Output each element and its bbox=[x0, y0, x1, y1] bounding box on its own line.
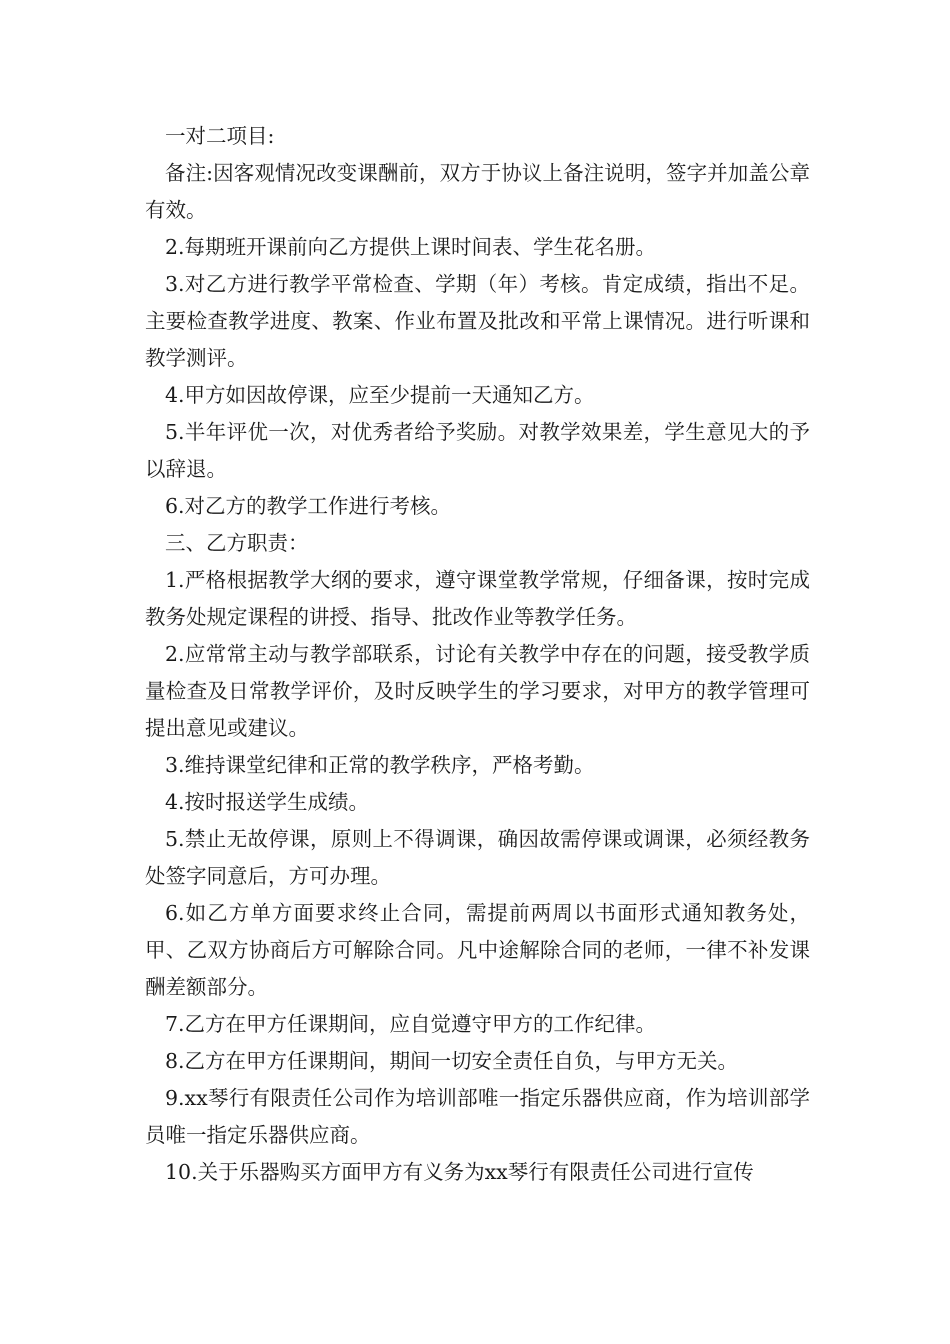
party-a-item-4: 4.甲方如因故停课，应至少提前一天通知乙方。 bbox=[165, 383, 595, 407]
party-b-item-3: 3.维持课堂纪律和正常的教学秩序，严格考勤。 bbox=[165, 753, 595, 777]
party-a-item-6: 6.对乙方的教学工作进行考核。 bbox=[165, 494, 452, 518]
note-paragraph: 备注:因客观情况改变课酬前，双方于协议上备注说明，签字并加盖公章有效。 bbox=[145, 161, 810, 222]
party-a-item-5: 5.半年评优一次，对优秀者给予奖励。对教学效果差，学生意见大的予以辞退。 bbox=[145, 420, 810, 481]
section-heading-party-b: 三、乙方职责： bbox=[165, 531, 309, 555]
heading-one-on-two: 一对二项目: bbox=[165, 124, 275, 148]
party-b-item-6: 6.如乙方单方面要求终止合同，需提前两周以书面形式通知教务处，甲、乙双方协商后方可解除合同。凡中途解除合同的老师，一律不补发课酬差额部分。 bbox=[145, 901, 810, 999]
party-b-item-10: 10.关于乐器购买方面甲方有义务为xx琴行有限责任公司进行宣传 bbox=[165, 1160, 754, 1184]
party-b-item-7: 7.乙方在甲方任课期间，应自觉遵守甲方的工作纪律。 bbox=[165, 1012, 657, 1036]
party-b-item-4: 4.按时报送学生成绩。 bbox=[165, 790, 370, 814]
document-body bbox=[145, 118, 810, 1191]
party-b-item-9: 9.xx琴行有限责任公司作为培训部唯一指定乐器供应商，作为培训部学员唯一指定乐器供应商。 bbox=[145, 1086, 810, 1147]
party-a-item-3: 3.对乙方进行教学平常检查、学期（年）考核。肯定成绩，指出不足。主要检查教学进度、教案、作业布置及批改和平常上课情况。进行听课和教学测评。 bbox=[145, 272, 810, 370]
party-a-item-2: 2.每期班开课前向乙方提供上课时间表、学生花名册。 bbox=[165, 235, 657, 259]
party-b-item-1: 1.严格根据教学大纲的要求，遵守课堂教学常规，仔细备课，按时完成教务处规定课程的讲授、指导、批改作业等教学任务。 bbox=[145, 568, 810, 629]
party-b-item-8: 8.乙方在甲方任课期间，期间一切安全责任自负，与甲方无关。 bbox=[165, 1049, 739, 1073]
party-b-item-5: 5.禁止无故停课，原则上不得调课，确因故需停课或调课，必须经教务处签字同意后，方可办理。 bbox=[145, 827, 810, 888]
party-b-item-2: 2.应常常主动与教学部联系，讨论有关教学中存在的问题，接受教学质量检查及日常教学评价，及时反映学生的学习要求，对甲方的教学管理可提出意见或建议。 bbox=[145, 642, 810, 740]
